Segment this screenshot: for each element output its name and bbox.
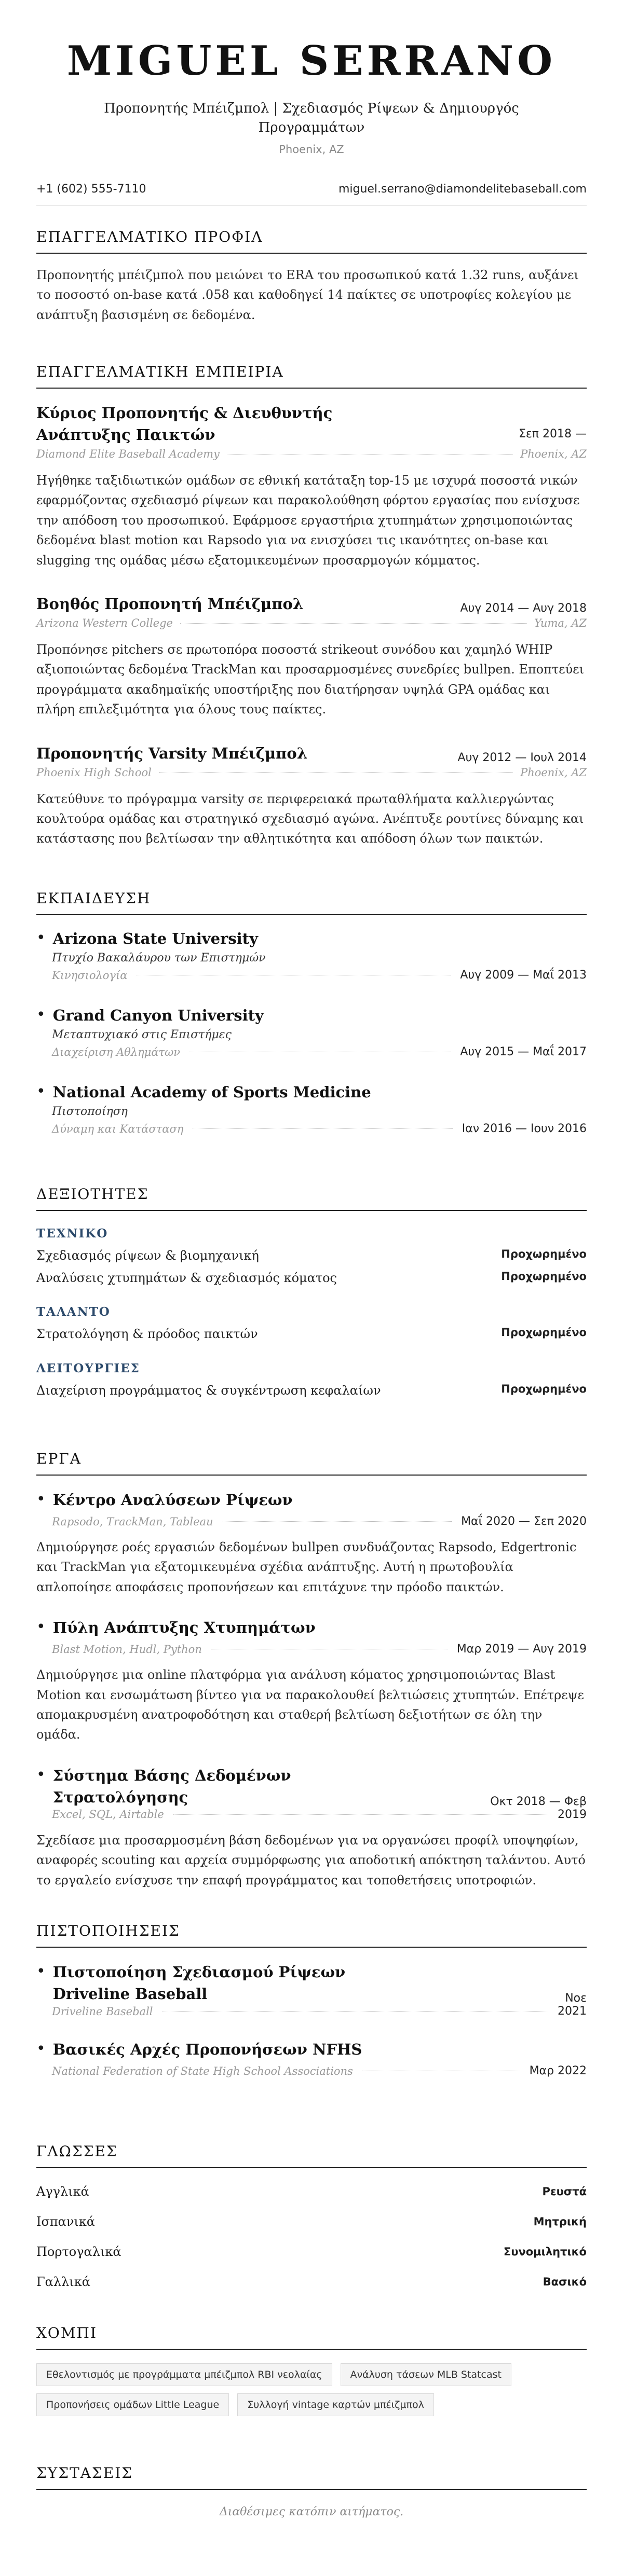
certification-name: Πιστοποίηση Σχεδιασμού Ρίψεων Driveline Baseball (52, 1963, 346, 2003)
candidate-headline: Προπονητής Μπέιζμπολ | Σχεδιασμός Ρίψεων & Δημιουργός Προγραμμάτων (104, 100, 519, 136)
skill-level: Προχωρημένο (501, 1270, 587, 1283)
project-tools: Rapsodo, TrackMan, Tableau (52, 1515, 213, 1528)
job-description: Ηγήθηκε ταξιδιωτικών ομάδων σε εθνική κατάταξη top-15 με ισχυρά ποσοστά νικών εφαρμόζοντας σχεδιασμό ρίψεων και παρακολούθηση φόρτου εργασίας που ενίσχυσε την απόδοση του προσωπικού. Εφάρμοσε εργαστήρια χτυπημάτων χρησιμοποιώντας δεδομένα blast motion και Rapsodo για να ενισχύσει τις ικανότητες on-base και slugging της ομάδας μέσω εξατομικευμένων προσαρμογών κόμματος. (36, 473, 580, 568)
dotted-leader (180, 623, 527, 624)
project-entry (36, 1617, 587, 1745)
job-title: Κύριος Προπονητής & Διευθυντής Ανάπτυξης Παικτών (36, 404, 333, 444)
bullet-icon: • (36, 1082, 46, 1101)
experience-entry (36, 402, 587, 570)
skill-group (36, 1361, 587, 1402)
school-name: National Academy of Sports Medicine (52, 1083, 371, 1101)
job-description: Προπόνησε pitchers σε πρωτοπόρα ποσοστά strikeout συνόδου και χαμηλό WHIP αξιοποιώντας δεδομένα TrackMan και προσαρμοσμένες συνεδρίες bullpen. Εποπτεύει προγράμματα ακαδημαϊκής υποστήριξης που διατήρησαν υψηλά GPA ομάδας και πλήρη επιλεξιμότητα για όλους τους παίκτες. (36, 642, 585, 717)
hobby-chip: Προπονήσεις ομάδων Little League (36, 2393, 229, 2416)
phone-number[interactable]: +1 (602) 555-7110 (36, 183, 146, 196)
degree-name: Μεταπτυχιακό στις Επιστήμες (52, 1028, 232, 1042)
project-date-start: Οκτ 2018 — Φεβ (490, 1795, 587, 1808)
project-description: Δημιούργησε μια online πλατφόρμα για ανάλυση κόματος χρησιμοποιώντας Blast Motion και ενσωμάτωση βίντεο για να παρακολουθεί βελτιώσεις χτυπητών. Επέτρεψε απομακρυσμένη ανατροφοδότηση και σταθερή βελτίωση δεξιοτήτων σε όλη την ομάδα. (36, 1668, 584, 1742)
job-description: Κατεύθυνε το πρόγραμμα varsity σε περιφερειακά πρωταθλήματα καλλιεργώντας κουλτούρα ομάδας και στρατηγικό σχεδιασμό αγώνα. Ανέπτυξε ρουτίνες δύναμης και κατάστασης που βελτίωσαν την αθλητικότητα και απόδοση όλων των παικτών. (36, 791, 584, 846)
project-description: Δημιούργησε ροές εργασιών δεδομένων bullpen συνδυάζοντας Rapsodo, Edgertronic και TrackMan για εξατομικευμένα σχέδια ανάπτυξης. Αυτή η πρωτοβουλία απλοποίησε αποφάσεις προπονήσεων και επιτάχυνε την πρόοδο παικτών. (36, 1540, 577, 1594)
bullet-icon: • (36, 1962, 46, 1980)
candidate-name: MIGUEL SERRANO (66, 37, 557, 85)
profile-text: Προπονητής μπέιζμπολ που μειώνει το ERA του προσωπικού κατά 1.32 runs, αυξάνει το ποσοστό on-base κατά .058 και καθοδηγεί 14 παίκτες σε υποτροφίες κολεγίου με ανάπτυξη βασισμένη σε δεδομένα. (36, 268, 579, 322)
section-title: ΠΙΣΤΟΠΟΙΗΣΕΙΣ (36, 1922, 587, 1948)
skill-row (36, 1380, 587, 1402)
project-date-end: 2019 (558, 1808, 587, 1821)
experience-section (36, 363, 587, 849)
skill-row (36, 1267, 587, 1289)
skill-level: Προχωρημένο (501, 1382, 587, 1395)
certification-date: Μαρ 2022 (529, 2064, 587, 2078)
job-location: Phoenix, AZ (520, 766, 587, 779)
skill-group (36, 1227, 587, 1289)
languages-section (36, 2143, 587, 2297)
dotted-leader (223, 1521, 452, 1522)
skill-name: Στρατολόγηση & πρόοδος παικτών (36, 1327, 258, 1342)
section-title: ΕΠΑΓΓΕΛΜΑΤΙΚΟ ΠΡΟΦΙΛ (36, 228, 587, 254)
education-section (36, 890, 587, 1135)
job-location: Yuma, AZ (534, 617, 587, 630)
experience-entry (36, 593, 587, 720)
project-tools: Excel, SQL, Airtable (52, 1808, 164, 1821)
dotted-leader (159, 772, 513, 773)
bullet-icon: • (36, 2040, 46, 2058)
language-level: Βασικό (543, 2276, 587, 2288)
job-date: Αυγ 2014 — Αυγ 2018 (460, 602, 587, 615)
language-level: Ρευστά (542, 2185, 587, 2198)
section-title: ΕΚΠΑΙΔΕΥΣΗ (36, 890, 587, 915)
certification-date-month: Νοε (565, 1992, 587, 2005)
skill-row (36, 1245, 587, 1267)
education-date: Αυγ 2009 — Μαΐ 2013 (460, 969, 587, 982)
certifications-section (36, 1922, 587, 2077)
language-row (36, 2176, 587, 2207)
section-title: ΕΠΑΓΓΕΛΜΑΤΙΚΗ ΕΜΠΕΙΡΙΑ (36, 363, 587, 389)
language-row (36, 2207, 587, 2237)
language-row (36, 2237, 587, 2267)
job-title: Βοηθός Προπονητή Μπέιζμπολ (36, 595, 304, 613)
email-address[interactable]: miguel.serrano@diamondelitebaseball.com (338, 183, 587, 196)
skill-level: Προχωρημένο (501, 1248, 587, 1260)
project-date: Μαΐ 2020 — Σεπ 2020 (461, 1515, 587, 1528)
job-date: Αυγ 2012 — Ιουλ 2014 (457, 751, 587, 764)
dotted-leader (193, 1128, 452, 1129)
field-of-study: Διαχείριση Αθλημάτων (52, 1045, 181, 1058)
hobby-chip: Ανάλυση τάσεων MLB Statcast (341, 2363, 511, 2386)
skill-level: Προχωρημένο (501, 1326, 587, 1339)
job-date: Σεπ 2018 — (518, 428, 587, 441)
language-name: Ισπανικά (36, 2214, 96, 2229)
candidate-location: Phoenix, AZ (279, 143, 344, 156)
dotted-leader (173, 1814, 548, 1815)
language-name: Γαλλικά (36, 2275, 90, 2289)
skill-category: ΤΕΧΝΙΚΟ (36, 1227, 109, 1241)
contact-row (36, 183, 587, 205)
project-description: Σχεδίασε μια προσαρμοσμένη βάση δεδομένων για να οργανώσει προφίλ υποψηφίων, αναφορές scouting και αρχεία συμμόρφωσης για αποδοτική απόκτηση ταλάντου. Αυτό το εργαλείο ενίσχυσε την επαφή προγράμματος και τοποθετήσεις υποτροφιών. (36, 1833, 586, 1888)
project-name: Σύστημα Βάσης Δεδομένων Στρατολόγησης (52, 1766, 291, 1806)
skill-category: ΤΑΛΑΝΤΟ (36, 1305, 111, 1319)
references-section (36, 2464, 587, 2518)
skills-section (36, 1186, 587, 1402)
project-entry (36, 1489, 587, 1597)
experience-entry (36, 742, 587, 849)
hobby-chip: Συλλογή vintage καρτών μπέιζμπολ (237, 2393, 434, 2416)
job-organization: Diamond Elite Baseball Academy (36, 448, 220, 461)
skill-name: Αναλύσεις χτυπημάτων & σχεδιασμός κόματος (36, 1271, 337, 1286)
education-entry (36, 1004, 587, 1058)
section-title: ΧΟΜΠΙ (36, 2324, 587, 2350)
language-name: Αγγλικά (36, 2184, 89, 2199)
degree-name: Πιστοποίηση (52, 1105, 128, 1119)
bullet-icon: • (36, 1490, 46, 1508)
bullet-icon: • (36, 1005, 46, 1024)
profile-section (36, 228, 587, 325)
certification-entry (36, 2038, 587, 2077)
certification-name: Βασικές Αρχές Προπονήσεων NFHS (52, 2041, 362, 2059)
certification-entry (36, 1961, 587, 2018)
project-tools: Blast Motion, Hudl, Python (52, 1643, 202, 1656)
job-title: Προπονητής Varsity Μπέιζμπολ (36, 744, 308, 762)
certification-issuer: National Federation of State High School Associations (52, 2064, 353, 2077)
language-level: Μητρική (533, 2215, 587, 2228)
skill-name: Διαχείριση προγράμματος & συγκέντρωση κεφαλαίων (36, 1383, 381, 1398)
language-name: Πορτογαλικά (36, 2244, 121, 2259)
job-organization: Phoenix High School (36, 766, 152, 779)
dotted-leader (162, 2011, 549, 2012)
projects-section (36, 1450, 587, 1890)
certification-issuer: Driveline Baseball (52, 2005, 153, 2018)
field-of-study: Κινησιολογία (52, 969, 128, 982)
bullet-icon: • (36, 1765, 46, 1784)
bullet-icon: • (36, 929, 46, 947)
skill-row (36, 1323, 587, 1345)
education-entry (36, 928, 587, 982)
bullet-icon: • (36, 1618, 46, 1636)
project-entry (36, 1765, 587, 1890)
hobbies-section (36, 2324, 587, 2416)
project-name: Πύλη Ανάπτυξης Χτυπημάτων (52, 1619, 316, 1637)
school-name: Grand Canyon University (52, 1007, 264, 1025)
hobby-chip: Εθελοντισμός με προγράμματα μπέιζμπολ RBI νεολαίας (36, 2363, 332, 2386)
field-of-study: Δύναμη και Κατάσταση (52, 1122, 184, 1135)
skill-name: Σχεδιασμός ρίψεων & βιομηχανική (36, 1248, 259, 1263)
job-location: Phoenix, AZ (520, 448, 587, 461)
project-name: Κέντρο Αναλύσεων Ρίψεων (52, 1491, 293, 1509)
section-title: ΔΕΞΙΟΤΗΤΕΣ (36, 1186, 587, 1211)
education-date: Ιαν 2016 — Ιουν 2016 (462, 1122, 587, 1136)
skill-category: ΛΕΙΤΟΥΡΓΙΕΣ (36, 1361, 140, 1375)
section-title: ΣΥΣΤΑΣΕΙΣ (36, 2464, 587, 2490)
certification-date-year: 2021 (558, 2005, 587, 2018)
job-organization: Arizona Western College (36, 617, 173, 630)
school-name: Arizona State University (52, 930, 258, 947)
language-level: Συνομιλητικό (503, 2246, 587, 2258)
references-text: Διαθέσιμες κατόπιν αιτήματος. (219, 2505, 404, 2518)
section-title: ΕΡΓΑ (36, 1450, 587, 1476)
education-date: Αυγ 2015 — Μαΐ 2017 (460, 1045, 587, 1059)
section-title: ΓΛΩΣΣΕΣ (36, 2143, 587, 2168)
degree-name: Πτυχίο Βακαλάυρου των Επιστημών (52, 952, 266, 965)
language-row (36, 2267, 587, 2297)
project-date: Μαρ 2019 — Αυγ 2019 (456, 1643, 587, 1656)
skill-group (36, 1305, 587, 1345)
resume-header (36, 0, 587, 156)
education-entry (36, 1081, 587, 1135)
